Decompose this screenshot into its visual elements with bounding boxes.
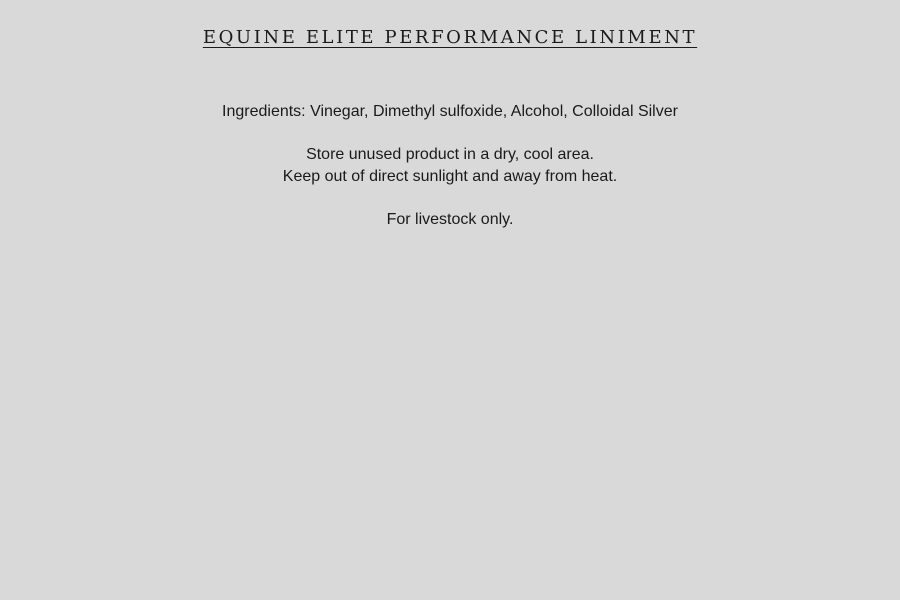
ingredients-text: Ingredients: Vinegar, Dimethyl sulfoxide, Alcohol, Colloidal Silver — [222, 103, 678, 120]
storage-instruction-line: Keep out of direct sunlight and away from heat. — [282, 168, 618, 185]
usage-note: For livestock only. — [386, 211, 514, 228]
storage-instruction-line: Store unused product in a dry, cool area. — [306, 146, 594, 163]
product-title: EQUINE ELITE PERFORMANCE LINIMENT — [202, 27, 698, 48]
